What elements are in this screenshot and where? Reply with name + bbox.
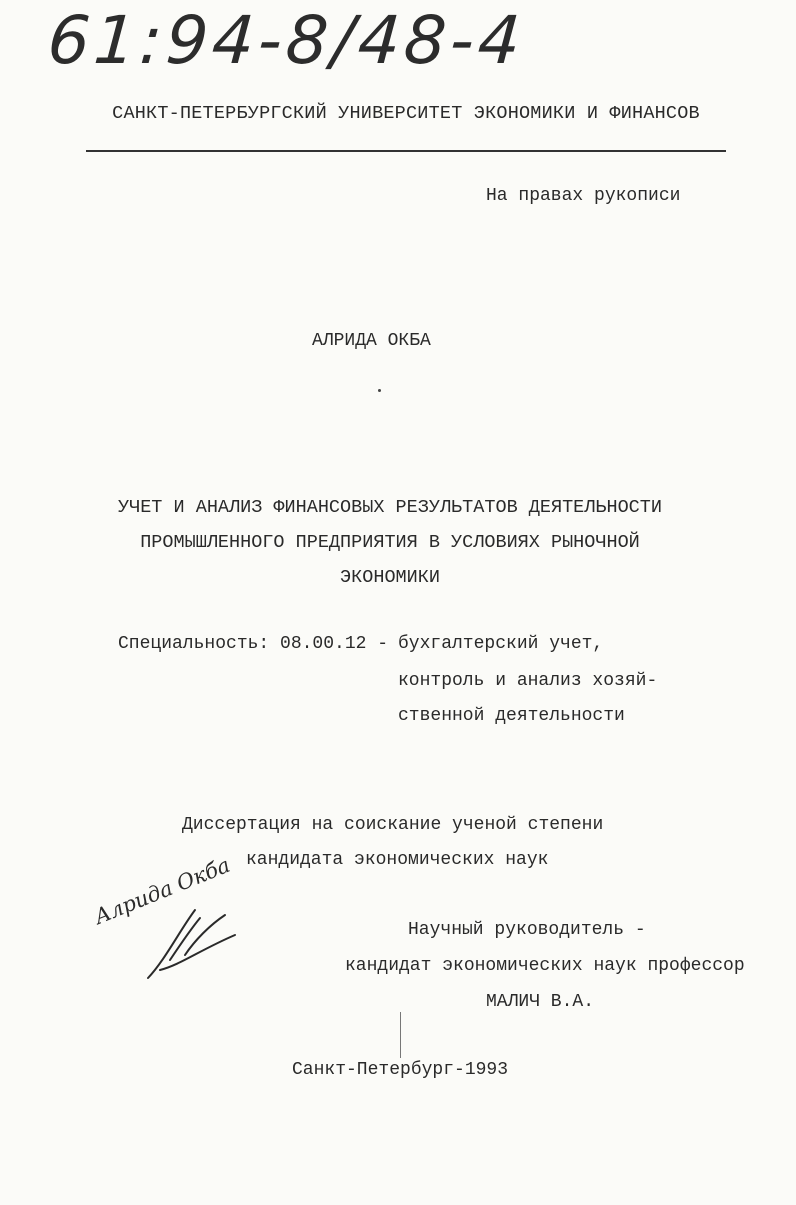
signature-scribble [140,900,250,990]
supervisor-degree: кандидат экономических наук профессор [345,956,745,976]
university-name: САНКТ-ПЕТЕРБУРГСКИЙ УНИВЕРСИТЕТ ЭКОНОМИКИ И ФИНАНСОВ [112,103,700,124]
supervisor-name: МАЛИЧ В.А. [486,992,595,1012]
specialty-line: контроль и анализ хозяй- [398,671,658,691]
handwritten-author-name: Алрида Окба [91,852,234,929]
specialty-line: бухгалтерский учет, [398,634,604,654]
supervisor-title: Научный руководитель - [408,920,646,940]
manuscript-note: На правах рукописи [486,186,681,206]
stray-dot [378,389,381,392]
specialty-line: ственной деятельности [398,706,625,726]
header-divider [86,150,726,152]
title-line: ЭКОНОМИКИ [340,567,440,588]
dissertation-degree-line: кандидата экономических наук [246,850,549,870]
dissertation-title [100,490,680,595]
dissertation-degree-line: Диссертация на соискание ученой степени [182,815,604,835]
pencil-mark [400,1012,401,1058]
catalog-number-handwritten: 61:94-8/48-4 [45,2,527,79]
title-line: УЧЕТ И АНАЛИЗ ФИНАНСОВЫХ РЕЗУЛЬТАТОВ ДЕЯТЕЛЬНОСТИ [118,497,662,518]
city-year: Санкт-Петербург-1993 [292,1060,509,1080]
author-name: АЛРИДА ОКБА [312,331,431,351]
title-line: ПРОМЫШЛЕННОГО ПРЕДПРИЯТИЯ В УСЛОВИЯХ РЫНОЧНОЙ [140,532,640,553]
specialty-label: Специальность: 08.00.12 - [118,634,389,654]
